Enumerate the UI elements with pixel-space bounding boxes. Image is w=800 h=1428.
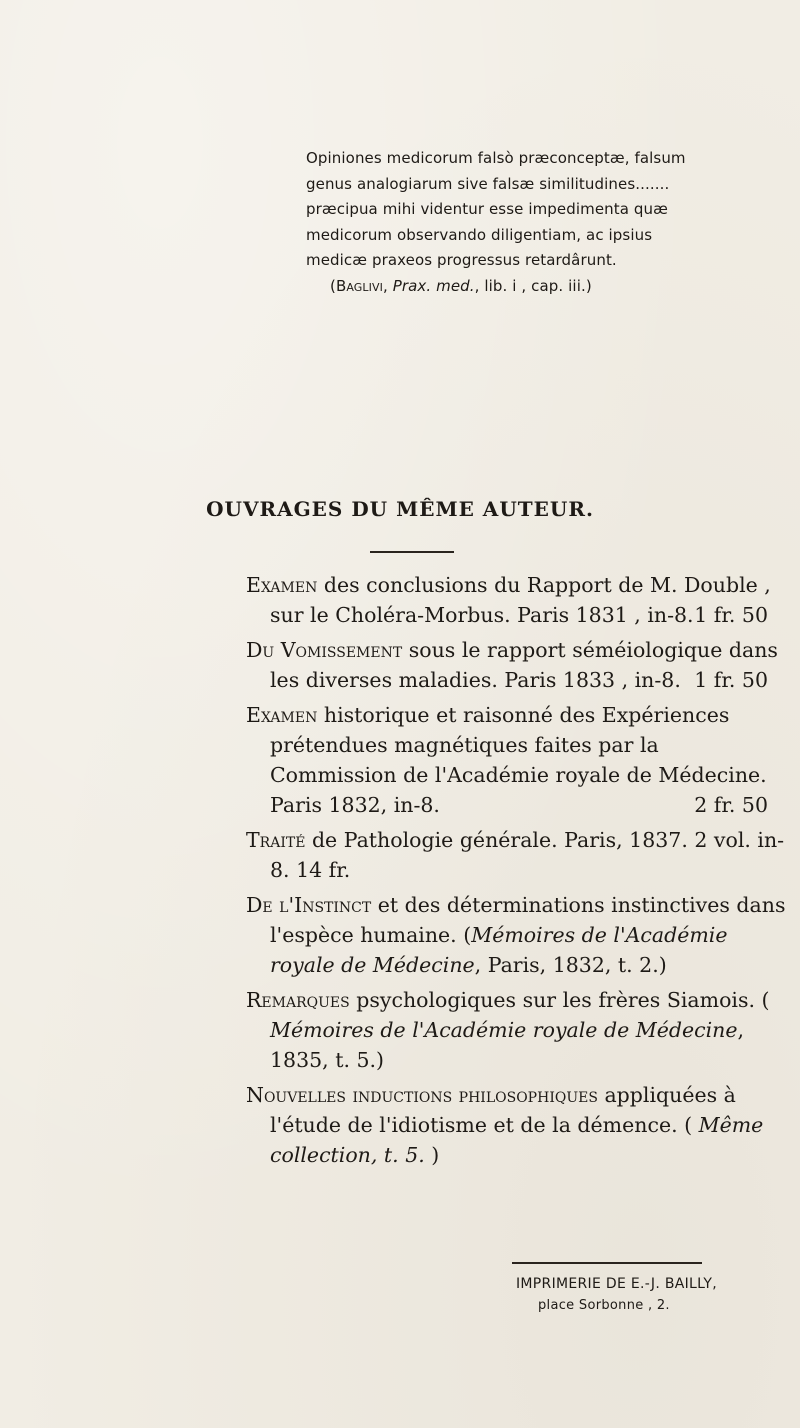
- section-heading: OUVRAGES DU MÊME AUTEUR.: [206, 497, 594, 521]
- work-price: 1 fr. 50: [694, 668, 768, 692]
- attribution-work: Prax. med.: [392, 276, 475, 295]
- work-tail: , 1835, t. 5.): [270, 1018, 744, 1072]
- work-entry: [246, 825, 786, 885]
- epigraph-attribution: [306, 274, 776, 300]
- work-entry: [246, 635, 786, 695]
- work-italic: Même collection, t. 5.: [270, 1113, 764, 1167]
- epigraph-line-1: Opiniones medicorum falsò præconceptæ, falsum: [306, 149, 686, 167]
- work-text: psychologiques sur les frères Siamois. (: [349, 988, 770, 1012]
- work-tail: , Paris, 1832, t. 2.): [474, 953, 667, 977]
- heading-rule: [370, 551, 454, 553]
- work-head: Examen: [246, 573, 318, 597]
- work-text: historique et raisonné des Expériences prétendues magnétiques faites par la Commission de l'Académie royale de Médecine. Paris 1832, in-8.: [270, 703, 767, 817]
- works-list: [246, 570, 786, 1175]
- work-head: Traité: [246, 828, 306, 852]
- work-entry: [246, 985, 786, 1075]
- work-head: Remarques: [246, 988, 350, 1012]
- imprint: [516, 1274, 717, 1316]
- epigraph-line-5: medicæ praxeos progressus retardârunt.: [306, 251, 617, 269]
- work-text: et des déterminations instinctives dans l'espèce humaine. (: [270, 893, 786, 947]
- epigraph-line-3: præcipua mihi videntur esse impedimenta quæ: [306, 200, 668, 218]
- work-price: 1 fr. 50: [694, 603, 768, 627]
- work-entry: [246, 700, 786, 820]
- work-entry: [246, 890, 786, 980]
- work-entry: [246, 570, 786, 630]
- attribution-ref: , lib. i , cap. iii.): [474, 276, 592, 295]
- work-text: sous le rapport séméiologique dans les diverses maladies. Paris 1833 , in-8.: [270, 638, 778, 692]
- work-tail: ): [424, 1143, 440, 1167]
- work-entry: [246, 1080, 786, 1170]
- work-text: de Pathologie générale. Paris, 1837. 2 vol. in-8. 14 fr.: [270, 828, 785, 882]
- imprint-line-2: place Sorbonne , 2.: [538, 1298, 670, 1313]
- work-text: appliquées à l'étude de l'idiotisme et de la démence. (: [270, 1083, 736, 1137]
- epigraph-line-2: genus analogiarum sive falsæ similitudines.......: [306, 174, 670, 193]
- epigraph: [306, 146, 776, 299]
- work-text: des conclusions du Rapport de M. Double , sur le Choléra-Morbus. Paris 1831 , in-8.: [270, 573, 771, 627]
- work-italic: Mémoires de l'Académie royale de Médecine: [270, 1018, 738, 1042]
- work-head: Examen: [246, 703, 318, 727]
- attribution-author: Baglivi: [335, 276, 383, 295]
- work-italic: Mémoires de l'Académie royale de Médecine: [270, 923, 728, 977]
- attribution-sep: ,: [382, 276, 393, 295]
- imprint-line-1: IMPRIMERIE DE E.-J. BAILLY,: [516, 1276, 717, 1292]
- work-head: Du Vomissement: [246, 638, 403, 662]
- epigraph-line-4: medicorum observando diligentiam, ac ipsius: [306, 225, 653, 244]
- work-price: 2 fr. 50: [694, 793, 768, 817]
- attribution-open: (: [330, 276, 336, 295]
- work-head: Nouvelles inductions philosophiques: [246, 1083, 598, 1107]
- imprint-rule: [512, 1262, 702, 1264]
- work-head: De l'Instinct: [246, 893, 372, 917]
